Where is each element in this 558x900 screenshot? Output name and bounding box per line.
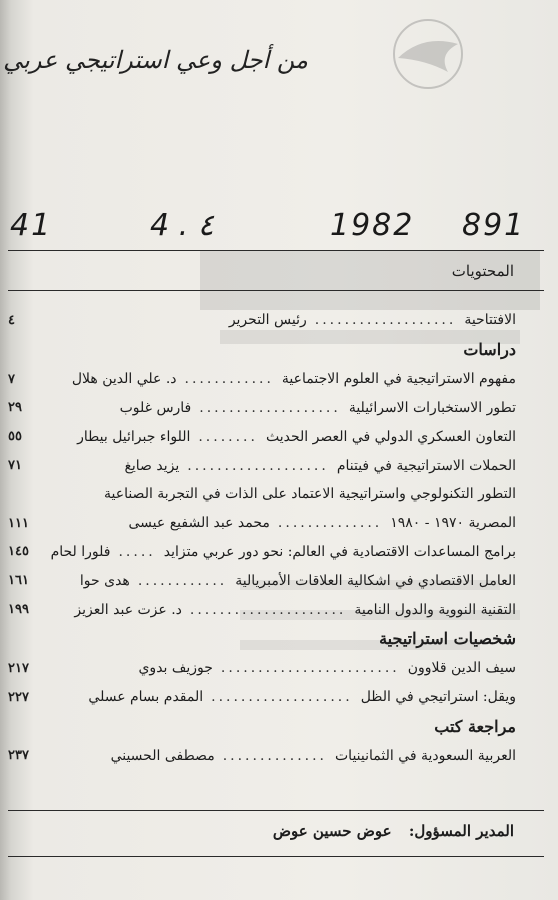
entry-page: ٧	[8, 371, 15, 387]
footer-divider	[8, 810, 544, 811]
entry-title: الحملات الاستراتيجية في فيتنام	[336, 457, 516, 474]
leader-dots: ..............	[277, 515, 383, 532]
entry-author: د. عزت عبد العزيز	[74, 601, 182, 618]
editor-label: المدير المسؤول:	[408, 822, 514, 840]
entry-title: المصرية ١٩٧٠ - ١٩٨٠	[390, 515, 516, 532]
entry-page: ٢٩	[8, 400, 22, 416]
top-divider	[8, 250, 544, 251]
editor-line	[273, 822, 514, 840]
entry-page: ٢٢٧	[8, 689, 29, 705]
entry-page: ١٤٥	[8, 544, 29, 560]
leader-dots: ...................	[211, 689, 353, 706]
entry-author: يزيد صايغ	[124, 457, 180, 474]
leader-dots: ............	[184, 371, 274, 388]
entry-page: ٢١٧	[8, 660, 29, 676]
leader-dots: .....	[118, 543, 156, 560]
entry-page: ١٦١	[8, 573, 29, 589]
entry-author: مصطفى الحسيني	[110, 747, 215, 764]
contents-heading: المحتويات	[451, 262, 514, 280]
toc-entry[interactable]	[8, 451, 516, 480]
entry-author: جوزيف بدوي	[138, 660, 213, 677]
entry-author: اللواء جبرائيل بيطار	[77, 428, 191, 445]
entry-title: التقنية النووية والدول النامية	[354, 601, 516, 618]
toc-entry[interactable]	[8, 742, 516, 771]
entry-title: برامج المساعدات الاقتصادية في العالم: نحو دور عربي متزايد	[163, 543, 516, 560]
leader-dots: .....................	[189, 601, 347, 618]
section-title: شخصيات استراتيجية	[379, 629, 516, 649]
handwritten-year: 1982	[330, 208, 415, 243]
toc-entry[interactable]	[8, 538, 516, 567]
entry-title: التطور التكنولوجي واستراتيجية الاعتماد على الذات في التجربة الصناعية	[103, 486, 516, 503]
section-title: مراجعة كتب	[434, 717, 516, 737]
journal-motto: من أجل وعي استراتيجي عربي	[3, 46, 308, 74]
entry-author: فلورا لحام	[50, 543, 111, 560]
entry-page: ١١١	[8, 515, 29, 531]
entry-title: سيف الدين قلاوون	[407, 660, 516, 677]
entry-title: مفهوم الاستراتيجية في العلوم الاجتماعية	[281, 371, 516, 388]
table-of-contents	[8, 306, 516, 770]
handwritten-number: 4 . ٤	[150, 208, 214, 243]
entry-page: ٥٥	[8, 429, 22, 445]
entry-page: ٤	[8, 312, 15, 328]
toc-entry[interactable]	[8, 595, 516, 624]
entry-title: تطور الاستخبارات الاسرائيلية	[348, 399, 516, 416]
toc-entry[interactable]	[8, 683, 516, 712]
leader-dots: ...................	[187, 457, 329, 474]
toc-entry[interactable]	[8, 306, 516, 335]
toc-entry[interactable]	[8, 365, 516, 394]
handwritten-number: 891	[462, 208, 526, 243]
toc-entry[interactable]	[8, 566, 516, 595]
bottom-divider	[8, 856, 544, 857]
toc-entry[interactable]	[8, 509, 516, 538]
entry-author: محمد عبد الشفيع عيسى	[128, 515, 270, 532]
entry-page: ٧١	[8, 458, 22, 474]
toc-entry[interactable]	[8, 654, 516, 683]
leader-dots: ..............	[222, 747, 327, 764]
entry-author: د. علي الدين هلال	[71, 371, 177, 388]
section-title: دراسات	[463, 340, 516, 360]
leader-dots: ........................	[220, 660, 400, 677]
toc-entry-continued[interactable]	[8, 480, 516, 509]
entry-title: العربية السعودية في الثمانينيات	[335, 747, 516, 764]
entry-author: هدى حوا	[79, 572, 130, 589]
leader-dots: ........	[198, 428, 258, 445]
toc-entry[interactable]	[8, 394, 516, 423]
leader-dots: ...................	[314, 312, 457, 329]
entry-title: العامل الاقتصادي في اشكالية العلاقات الأمبريالية	[235, 572, 516, 589]
entry-author: فارس غلوب	[119, 399, 192, 416]
editor-name: عوض حسين عوض	[272, 822, 392, 840]
leader-dots: ............	[137, 572, 228, 589]
entry-author: المقدم بسام عسلي	[88, 689, 204, 706]
handwritten-number: 41	[10, 208, 53, 243]
toc-entry[interactable]	[8, 422, 516, 451]
entry-title: ويقل: استراتيجي في الظل	[360, 689, 516, 706]
leader-dots: ...................	[199, 399, 341, 416]
entry-author: رئيس التحرير	[228, 312, 307, 329]
bird-emblem-icon	[378, 14, 478, 94]
contents-divider	[8, 290, 544, 291]
entry-title: التعاون العسكري الدولي في العصر الحديث	[265, 428, 516, 445]
entry-page: ١٩٩	[8, 602, 29, 618]
entry-page: ٢٣٧	[8, 748, 29, 764]
entry-title: الافتتاحية	[464, 312, 516, 329]
